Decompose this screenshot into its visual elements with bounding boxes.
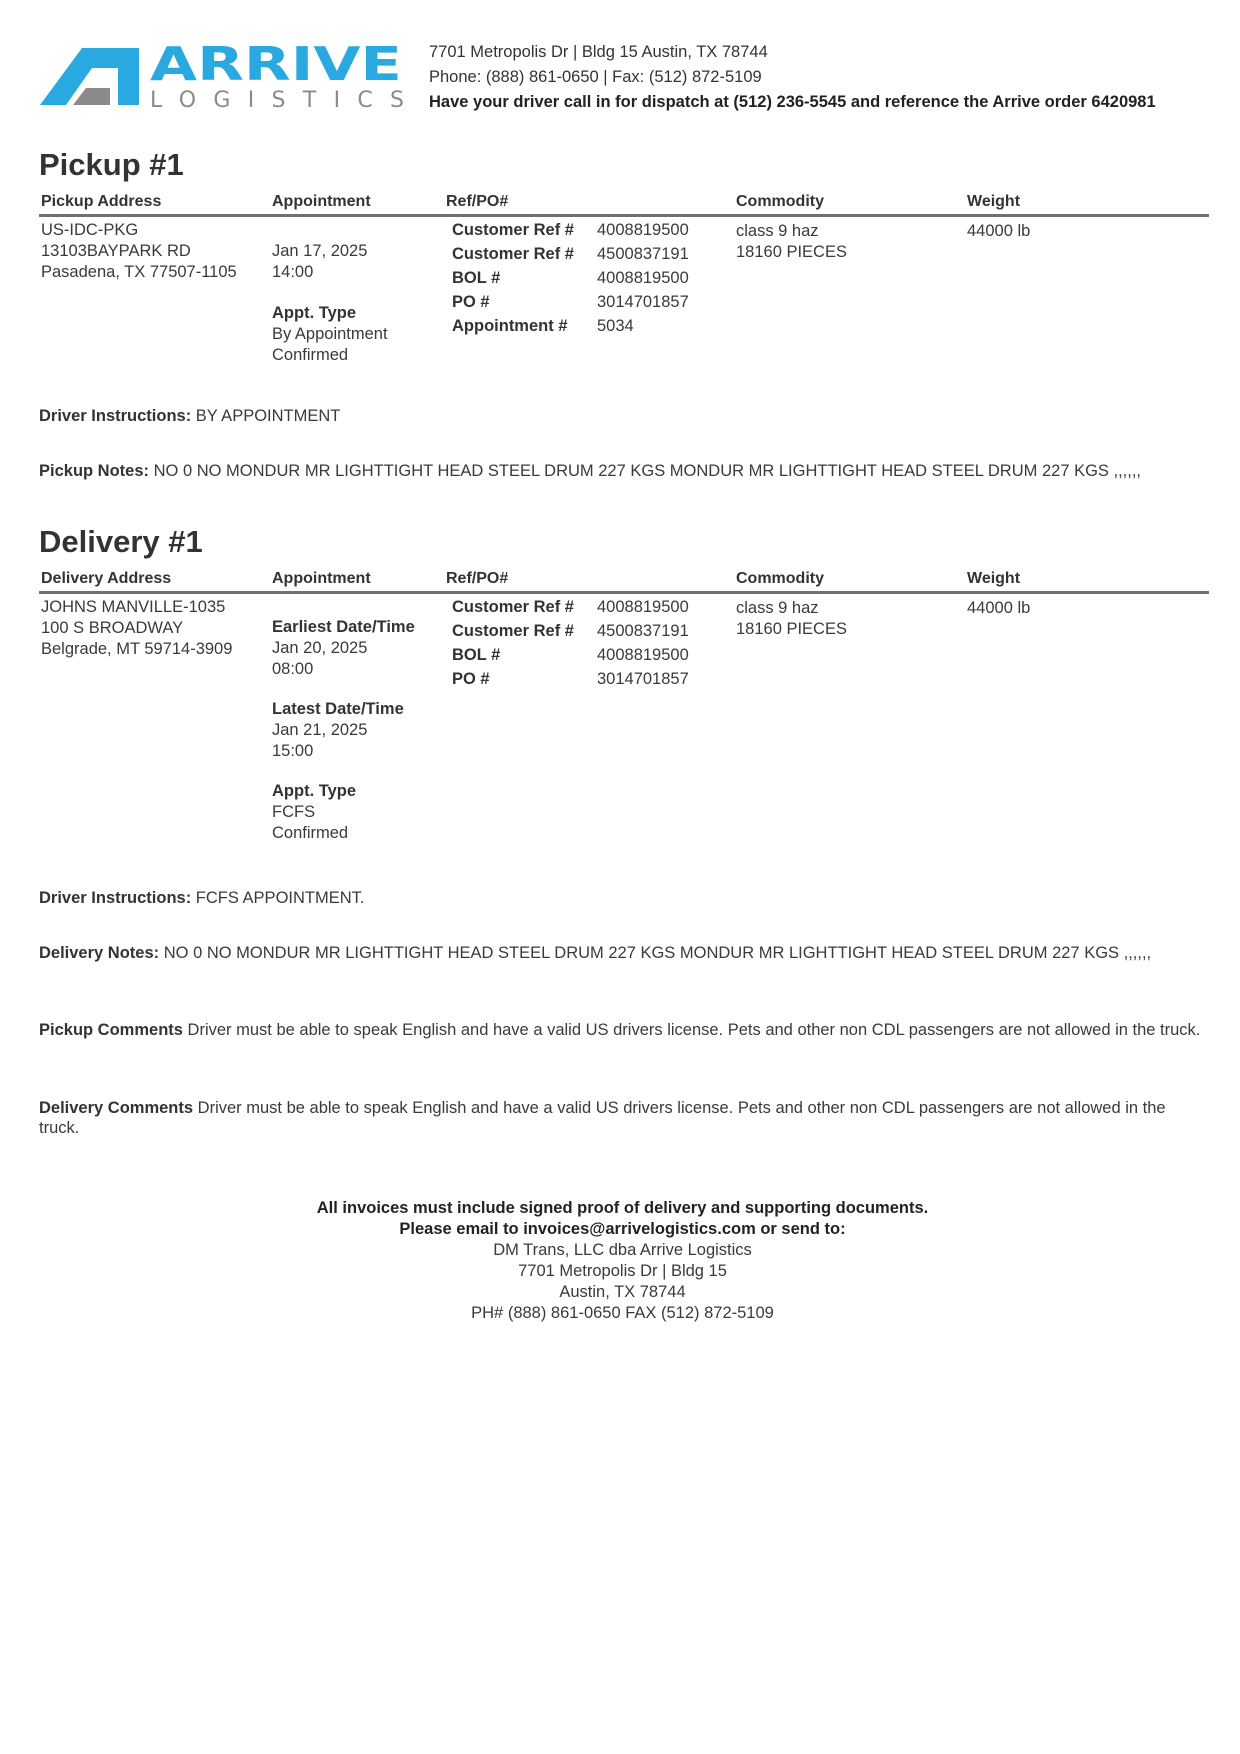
delivery-driver-instructions xyxy=(39,889,364,908)
delivery-appt-status: Confirmed xyxy=(272,824,349,842)
ref-value: 4500837191 xyxy=(597,245,689,263)
delivery-notes-text: NO 0 NO MONDUR MR LIGHTTIGHT HEAD STEEL DRUM 227 KGS MONDUR MR LIGHTTIGHT HEAD STEEL DRUM 227 KGS ,,,,,, xyxy=(163,944,1152,962)
pickup-notes-label: Pickup Notes: xyxy=(39,462,150,480)
footer-company: DM Trans, LLC dba Arrive Logistics xyxy=(493,1241,752,1259)
delivery-comments-text: Driver must be able to speak English and have a valid US drivers license. Pets and other non CDL passengers are not allowed in the truck. xyxy=(39,1099,1166,1137)
driver-instructions-label: Driver Instructions: xyxy=(39,889,192,907)
delivery-commodity-header: Commodity xyxy=(736,570,824,587)
header-address: 7701 Metropolis Dr | Bldg 15 Austin, TX 78744 xyxy=(429,43,768,61)
delivery-address-line: 100 S BROADWAY xyxy=(41,619,184,637)
pickup-divider xyxy=(39,214,1209,217)
ref-value: 4008819500 xyxy=(597,646,689,664)
ref-value: 4500837191 xyxy=(597,622,689,640)
pickup-address-line: Pasadena, TX 77507-1105 xyxy=(41,263,237,281)
pickup-weight-header: Weight xyxy=(967,193,1021,210)
ref-label: PO # xyxy=(452,293,490,311)
delivery-commodity xyxy=(736,598,847,640)
delivery-notes-label: Delivery Notes: xyxy=(39,944,160,962)
pickup-ref-header: Ref/PO# xyxy=(446,193,509,210)
logo-mark-icon xyxy=(40,48,139,105)
pickup-appt-type: By Appointment xyxy=(272,325,388,343)
commodity-line: class 9 haz xyxy=(736,222,819,240)
ref-label: BOL # xyxy=(452,646,501,664)
ref-label: Customer Ref # xyxy=(452,598,574,616)
footer-street: 7701 Metropolis Dr | Bldg 15 xyxy=(518,1262,727,1280)
earliest-date: Jan 20, 2025 xyxy=(272,639,368,657)
pickup-driver-instructions xyxy=(39,407,340,426)
ref-value: 4008819500 xyxy=(597,269,689,287)
pickup-comments-label: Pickup Comments xyxy=(39,1021,183,1039)
earliest-label: Earliest Date/Time xyxy=(272,618,415,636)
latest-label: Latest Date/Time xyxy=(272,700,404,718)
latest-date: Jan 21, 2025 xyxy=(272,721,368,739)
latest-time: 15:00 xyxy=(272,742,314,760)
invoice-footer xyxy=(0,1198,1240,1324)
pickup-address xyxy=(41,220,237,283)
ref-label: Appointment # xyxy=(452,317,568,335)
pickup-weight: 44000 lb xyxy=(967,222,1031,240)
delivery-appt-type-label: Appt. Type xyxy=(272,782,357,800)
header-phone: Phone: (888) 861-0650 | Fax: (512) 872-5109 xyxy=(429,68,762,86)
delivery-weight: 44000 lb xyxy=(967,599,1031,617)
delivery-address-header: Delivery Address xyxy=(41,570,172,587)
pickup-appointment-header: Appointment xyxy=(272,193,371,210)
delivery-appt-type: FCFS xyxy=(272,803,316,821)
footer-invoice-note: All invoices must include signed proof of delivery and supporting documents. xyxy=(316,1199,929,1217)
driver-instructions-label: Driver Instructions: xyxy=(39,407,192,425)
pickup-commodity xyxy=(736,221,847,263)
footer-email-note: Please email to invoices@arrivelogistics.com or send to: xyxy=(399,1220,846,1238)
delivery-appointment-header: Appointment xyxy=(272,570,371,587)
pickup-address-line: US-IDC-PKG xyxy=(41,221,139,239)
pickup-title: Pickup #1 xyxy=(39,147,184,182)
pickup-comments-text: Driver must be able to speak English and have a valid US drivers license. Pets and other non CDL passengers are not allowed in the truck. xyxy=(187,1021,1201,1039)
delivery-notes xyxy=(39,944,1151,963)
commodity-line: class 9 haz xyxy=(736,599,819,617)
ref-value: 5034 xyxy=(597,317,634,335)
ref-label: Customer Ref # xyxy=(452,622,574,640)
footer-phone-fax: PH# (888) 861-0650 FAX (512) 872-5109 xyxy=(471,1304,774,1322)
commodity-line: 18160 PIECES xyxy=(736,243,847,261)
delivery-ref-header: Ref/PO# xyxy=(446,570,509,587)
delivery-address-line: JOHNS MANVILLE-1035 xyxy=(41,598,226,616)
pickup-commodity-header: Commodity xyxy=(736,193,824,210)
arrive-logistics-logo xyxy=(40,46,408,108)
earliest-time: 08:00 xyxy=(272,660,314,678)
pickup-appt-status: Confirmed xyxy=(272,346,349,364)
delivery-comments-label: Delivery Comments xyxy=(39,1099,194,1117)
delivery-appointment xyxy=(272,617,415,844)
pickup-appointment-date: Jan 17, 2025 xyxy=(272,242,368,260)
header-dispatch: Have your driver call in for dispatch at (512) 236-5545 and reference the Arrive order 6420981 xyxy=(429,93,1156,111)
footer-city: Austin, TX 78744 xyxy=(559,1283,686,1301)
ref-value: 4008819500 xyxy=(597,221,689,239)
delivery-divider xyxy=(39,591,1209,594)
pickup-appointment xyxy=(272,241,388,366)
pickup-notes xyxy=(39,462,1141,481)
ref-value: 4008819500 xyxy=(597,598,689,616)
driver-instructions-text: BY APPOINTMENT xyxy=(195,407,341,425)
delivery-weight-header: Weight xyxy=(967,570,1021,587)
ref-label: BOL # xyxy=(452,269,501,287)
pickup-notes-text: NO 0 NO MONDUR MR LIGHTTIGHT HEAD STEEL DRUM 227 KGS MONDUR MR LIGHTTIGHT HEAD STEEL DRUM 227 KGS ,,,,,, xyxy=(153,462,1142,480)
ref-value: 3014701857 xyxy=(597,293,689,311)
pickup-address-line: 13103BAYPARK RD xyxy=(41,242,191,260)
pickup-appt-type-label: Appt. Type xyxy=(272,304,357,322)
ref-label: Customer Ref # xyxy=(452,221,574,239)
header-info xyxy=(429,40,1156,115)
pickup-address-header: Pickup Address xyxy=(41,193,162,210)
delivery-title: Delivery #1 xyxy=(39,524,203,559)
ref-value: 3014701857 xyxy=(597,670,689,688)
logo-wordmark: ARRIVE xyxy=(150,46,402,91)
pickup-appointment-time: 14:00 xyxy=(272,263,314,281)
commodity-line: 18160 PIECES xyxy=(736,620,847,638)
delivery-comments xyxy=(39,1098,1209,1138)
logo-subtitle: LOGISTICS xyxy=(150,88,404,108)
ref-label: PO # xyxy=(452,670,490,688)
pickup-comments xyxy=(39,1020,1209,1040)
driver-instructions-text: FCFS APPOINTMENT. xyxy=(195,889,365,907)
ref-label: Customer Ref # xyxy=(452,245,574,263)
delivery-address xyxy=(41,597,232,660)
delivery-address-line: Belgrade, MT 59714-3909 xyxy=(41,640,233,658)
